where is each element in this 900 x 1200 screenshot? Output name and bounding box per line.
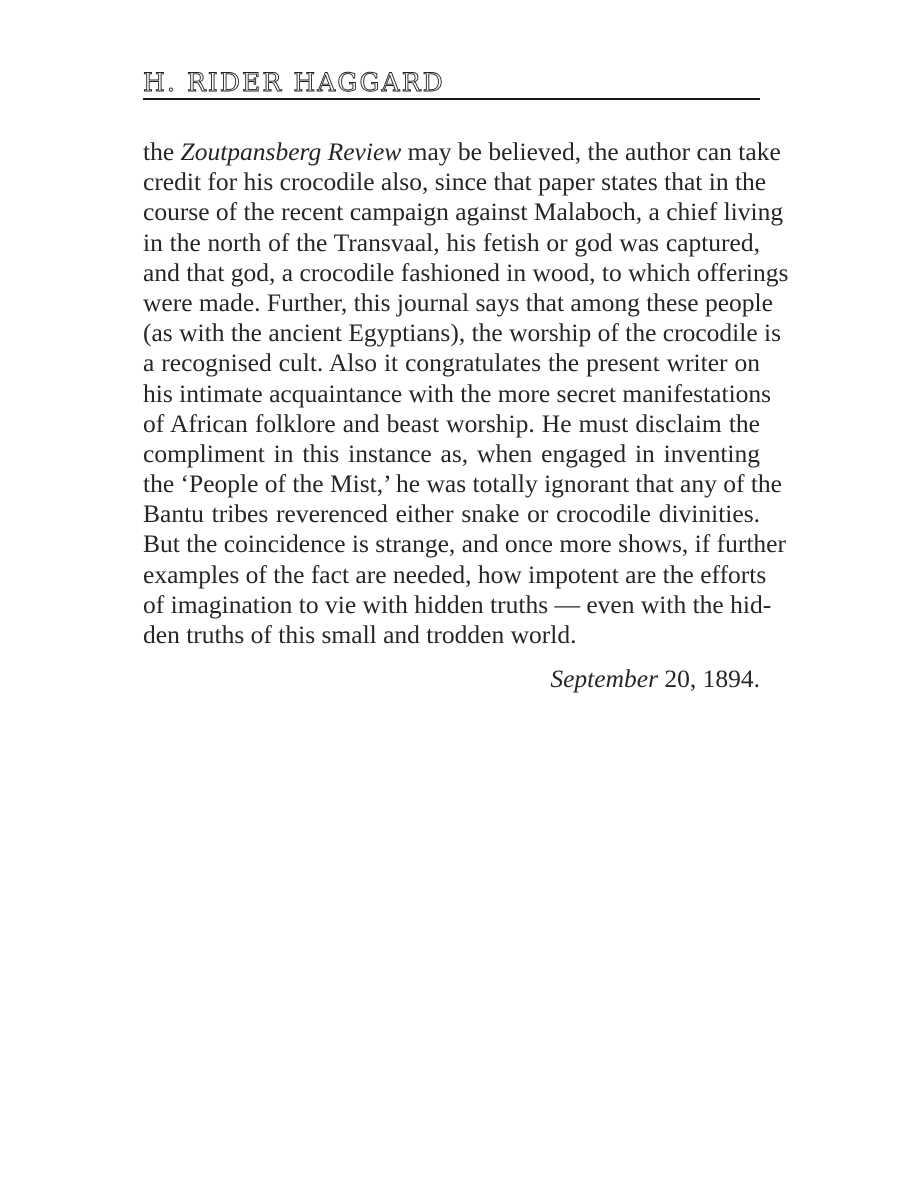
text-line: Bantu tribes reverenced either snake or crocodile divinities. (143, 499, 760, 529)
text-line: course of the recent campaign against Malaboch, a chief living (143, 197, 784, 227)
dateline (550, 664, 760, 694)
dateline-month: September (550, 664, 658, 693)
text-line-1: the Zoutpansberg Review may be believed, the author can take (143, 137, 781, 166)
text-line: examples of the fact are needed, how impotent are the efforts (143, 559, 767, 589)
text-line: But the coincidence is strange, and once more shows, if further (143, 529, 786, 559)
text-line: credit for his crocodile also, since that paper states that in the (143, 167, 767, 197)
text-line: of African folklore and beast worship. He must disclaim the (143, 408, 760, 438)
text-line: the ‘People of the Mist,’ he was totally ignorant that any of the (143, 469, 782, 499)
text-line: and that god, a crocodile fashioned in wood, to which offerings (143, 257, 789, 287)
text-line: compliment in this instance as, when engaged in inventing (143, 438, 760, 468)
text-line: of imagination to vie with hidden truths — even with the hid- (143, 589, 772, 619)
text-line: (as with the ancient Egyptians), the worship of the crocodile is (143, 318, 782, 348)
text-line: his intimate acquaintance with the more secret manifestations (143, 378, 772, 408)
text-line: a recognised cult. Also it congratulates the present writer on (143, 348, 760, 378)
text-line: in the north of the Transvaal, his fetish or god was captured, (143, 227, 760, 257)
dateline-rest: 20, 1894. (658, 664, 760, 693)
text-line: were made. Further, this journal says that among these people (143, 287, 773, 317)
running-head (143, 62, 760, 100)
running-head-title: H. RIDER HAGGARD (143, 68, 445, 97)
journal-title: Zoutpansberg Review (180, 137, 402, 166)
text-line: den truths of this small and trodden world. (143, 620, 577, 649)
body-text (143, 137, 789, 650)
